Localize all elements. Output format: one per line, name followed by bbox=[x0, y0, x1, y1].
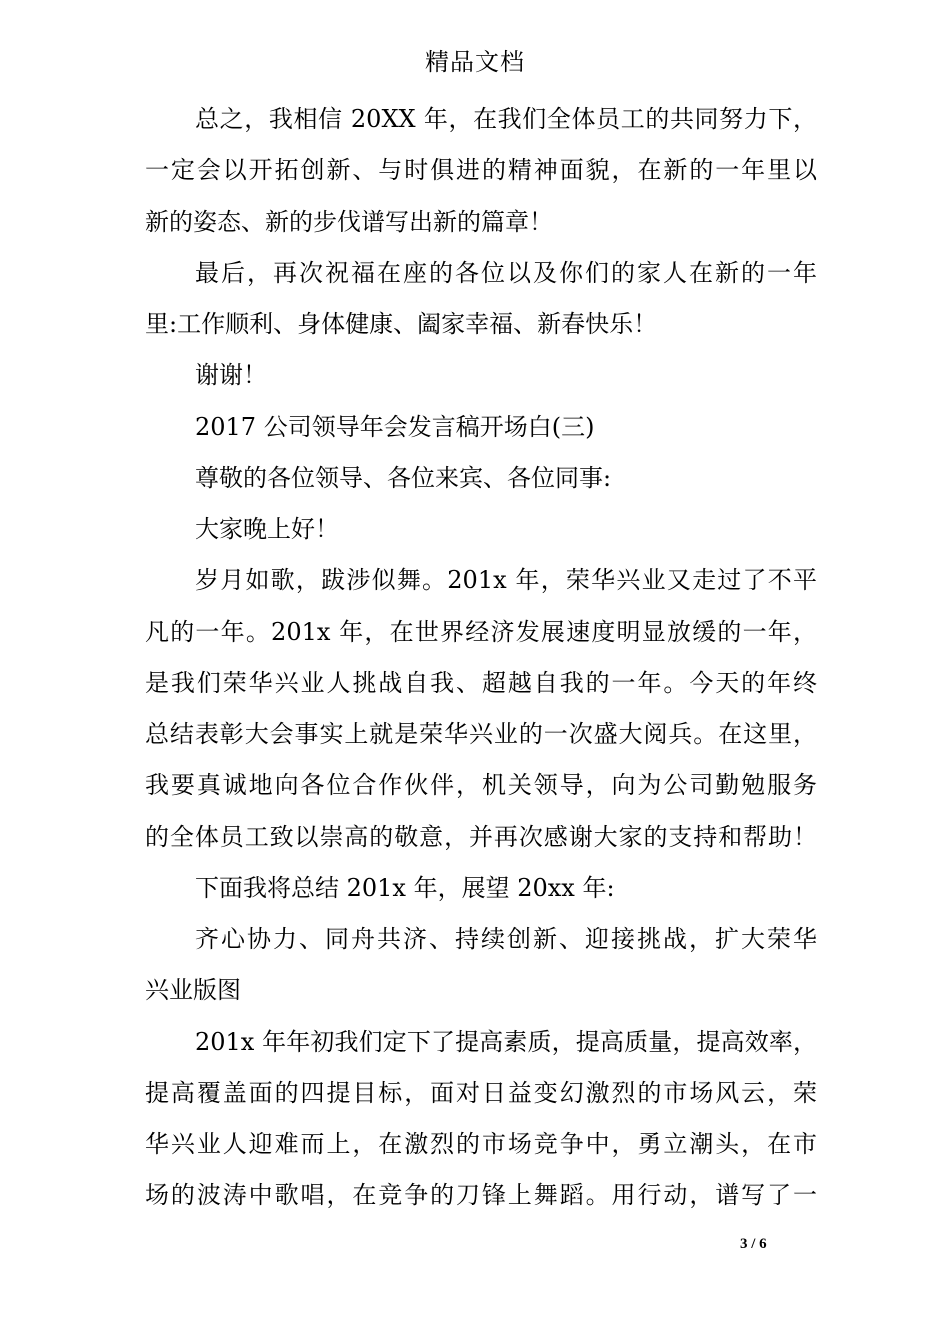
text-line: 齐心协力、同舟共济、持续创新、迎接挑战，扩大荣华 bbox=[195, 925, 817, 953]
text-line: 提高覆盖面的四提目标，面对日益变幻激烈的市场风云，荣 bbox=[145, 1078, 817, 1107]
text-line: 尊敬的各位领导、各位来宾、各位同事: bbox=[195, 463, 612, 492]
text-line: 岁月如歌，跋涉似舞。201x 年，荣华兴业又走过了不平 bbox=[195, 566, 817, 595]
text-line: 谢谢！ bbox=[195, 361, 267, 390]
text-line: 最后，再次祝福在座的各位以及你们的家人在新的一年 bbox=[195, 258, 817, 287]
text-line: 兴业版图 bbox=[145, 976, 241, 1005]
page-number: 3 / 6 bbox=[740, 1236, 767, 1252]
text-line: 下面我将总结 201x 年，展望 20xx 年: bbox=[195, 873, 615, 902]
text-line: 总之，我相信 20XX 年，在我们全体员工的共同努力下， bbox=[195, 105, 817, 133]
text-line: 新的姿态、新的步伐谱写出新的篇章！ bbox=[145, 207, 553, 236]
text-line: 是我们荣华兴业人挑战自我、超越自我的一年。今天的年终 bbox=[145, 668, 817, 697]
text-line: 大家晚上好！ bbox=[195, 515, 339, 543]
text-line: 凡的一年。201x 年，在世界经济发展速度明显放缓的一年， bbox=[145, 617, 817, 646]
section-heading: 2017 公司领导年会发言稿开场白(三) bbox=[195, 412, 595, 441]
text-line: 一定会以开拓创新、与时俱进的精神面貌，在新的一年里以 bbox=[145, 156, 817, 185]
text-line: 总结表彰大会事实上就是荣华兴业的一次盛大阅兵。在这里， bbox=[145, 720, 817, 748]
text-line: 场的波涛中歌唱，在竞争的刀锋上舞蹈。用行动，谱写了一 bbox=[145, 1181, 817, 1210]
text-line: 里:工作顺利、身体健康、阖家幸福、新春快乐！ bbox=[145, 310, 658, 338]
text-line: 我要真诚地向各位合作伙伴，机关领导，向为公司勤勉服务 bbox=[145, 771, 817, 800]
text-line: 201x 年年初我们定下了提高素质，提高质量，提高效率， bbox=[195, 1027, 817, 1056]
text-line: 华兴业人迎难而上，在激烈的市场竞争中，勇立潮头，在市 bbox=[145, 1130, 817, 1158]
document-body bbox=[145, 94, 817, 1222]
text-line: 的全体员工致以崇高的敬意，并再次感谢大家的支持和帮助！ bbox=[145, 822, 817, 851]
page-header-title: 精品文档 bbox=[425, 48, 525, 76]
